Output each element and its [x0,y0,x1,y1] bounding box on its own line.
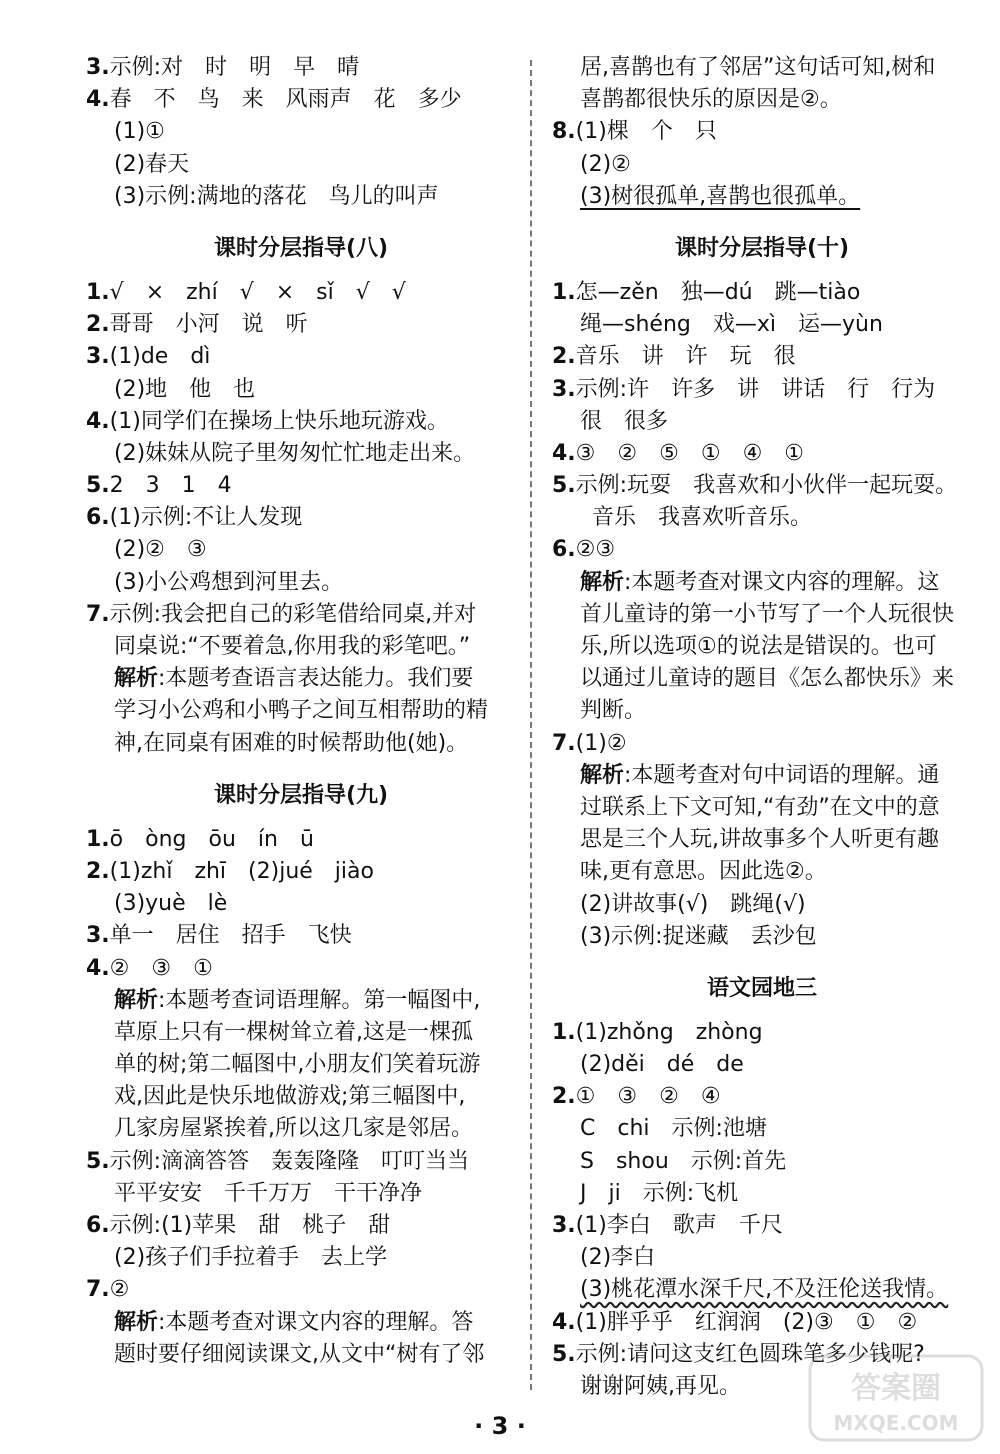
answer-text: 神,在同桌有困难的时候帮助他(她)。 [114,730,469,756]
answer-line [552,695,972,727]
answer-text: (1)① [114,119,165,145]
answer-line [552,599,972,631]
answer-line [552,116,972,148]
section-heading: 课时分层指导(十) [674,235,850,261]
answer-text: (1)zhǐ zhī (2)jué jiào [109,858,374,884]
question-number: 3. [552,1213,576,1238]
answer-line [552,728,972,760]
answer-text: 示例:许 许多 讲 讲话 行 行为 [575,376,936,402]
answer-line [86,1307,516,1339]
answer-text: (3)小公鸡想到河里去。 [114,569,344,595]
answer-text: (1)棵 个 只 [575,119,717,145]
answer-line [552,567,972,599]
answer-text: 示例:请问这支红色圆珠笔多少钱呢? [575,1341,925,1367]
question-number: 4. [552,1309,576,1335]
question-number: 6. [86,1213,110,1238]
answer-text: 示例:对 时 明 早 晴 [109,55,360,80]
answer-text: (2)妹妹从院子里匆匆忙忙地走出来。 [114,440,476,466]
answer-text: ②③ [575,537,616,563]
answer-line [552,1274,972,1306]
answer-text: ② ③ ① [109,955,213,981]
answer-line [86,1017,516,1049]
answer-line [86,1178,516,1210]
question-number: 5. [552,1341,576,1367]
section-heading: 语文园地三 [706,975,817,1001]
answer-text: 思是三个人玩,讲故事多个人听更有趣 [580,827,939,853]
answer-text: 音乐 我喜欢听音乐。 [592,505,813,531]
answer-text: (1)李白 歌声 千尺 [575,1213,783,1238]
question-number: 7. [86,601,110,627]
answer-text: (2)② [580,151,631,177]
question-number: 7. [86,1277,110,1303]
answer-text: 示例:滴滴答答 轰轰隆隆 叮叮当当 [109,1148,470,1174]
answer-line [552,1178,972,1210]
answer-line [552,374,972,406]
question-number: 4. [86,408,110,434]
answer-line [86,663,516,695]
answer-text: (2)李白 [580,1245,656,1271]
answer-text: (3)示例:捉迷藏 丢沙包 [580,923,817,949]
answer-text: :本题考查语言表达能力。我们要 [158,666,474,692]
answer-text: :本题考查对课文内容的理解。这 [624,569,940,595]
answer-line [552,1113,972,1145]
question-number: 1. [86,279,110,305]
answer-line [552,502,972,534]
answer-line [86,695,516,727]
answer-line [86,534,516,566]
question-number: 2. [552,344,576,370]
question-number: 6. [552,537,576,563]
answer-line [86,309,516,341]
answer-text: ō òng ōu ín ū [109,826,314,852]
answer-line [552,1210,972,1242]
answer-line [86,1113,516,1145]
answer-text: 怎—zěn 独—dú 跳—tiào [575,279,861,305]
answer-line [552,1146,972,1178]
answer-line [86,406,516,438]
question-number: 5. [552,473,576,499]
answer-text: 判断。 [580,698,647,724]
answer-text: 首儿童诗的第一小节写了一个人玩很快 [580,601,955,627]
answer-text: 音乐 讲 许 玩 很 [575,344,796,370]
question-number: 5. [86,473,110,499]
answer-text: 绳—shéng 戏—xì 运—yùn [580,312,883,338]
answer-line [86,728,516,760]
answer-line [86,1049,516,1081]
answer-text: (3)桃花潭水深千尺,不及汪伦送我情。 [580,1277,949,1303]
analysis-label: 解析 [580,762,625,788]
answer-line [552,470,972,502]
answer-line [86,277,516,309]
question-number: 1. [86,826,110,852]
answer-line [86,1146,516,1178]
answer-line [86,470,516,502]
answer-text: 味,更有意思。因此选②。 [580,859,827,885]
answer-text: :本题考查对课文内容的理解。答 [158,1309,474,1335]
answer-text: 哥哥 小河 说 听 [109,312,308,338]
answer-line [86,84,516,116]
answer-line [86,631,516,663]
answer-line [552,309,972,341]
watermark-logo [806,1352,986,1444]
answer-line [552,84,972,116]
answer-line [552,889,972,921]
answer-line [552,760,972,792]
answer-line [86,888,516,920]
answer-line [86,181,516,213]
answer-text: :本题考查对句中词语的理解。通 [624,762,940,788]
answer-text: 示例:(1)苹果 甜 桃子 甜 [109,1213,391,1238]
answer-line [552,181,972,213]
answer-text: J ji 示例:飞机 [580,1180,739,1206]
answer-text: (1)胖乎乎 红润润 (2)③ ① ② [575,1309,918,1335]
answer-text: (2)孩子们手拉着手 去上学 [114,1245,388,1271]
answer-line [552,1017,972,1049]
section-heading: 课时分层指导(八) [213,235,389,261]
answer-line [86,1242,516,1274]
answer-text: 喜鹊都很快乐的原因是②。 [580,87,842,113]
answer-line [86,374,516,406]
answer-text: ③ ② ⑤ ① ④ ① [575,440,805,466]
answer-text: :本题考查词语理解。第一幅图中, [158,987,481,1013]
answer-line [86,1339,516,1371]
answer-line [86,1081,516,1113]
analysis-label: 解析 [114,1309,159,1335]
answer-text: (2)讲故事(√) 跳绳(√) [580,891,806,917]
answer-line [552,341,972,373]
answer-line [552,1307,972,1339]
question-number: 2. [86,312,110,338]
answer-text: 示例:玩耍 我喜欢和小伙伴一起玩耍。 [575,473,958,499]
answer-line [86,116,516,148]
answer-text: 乐,所以选项①的说法是错误的。也可 [580,634,937,659]
answer-text: (1)同学们在操场上快乐地玩游戏。 [109,408,449,434]
answer-line [552,631,972,663]
answer-text: √ × zhí √ × sǐ √ √ [109,279,406,305]
answer-text: ② [109,1277,130,1303]
svg-text:答案圈: 答案圈 [851,1371,941,1406]
question-number: 3. [552,376,576,402]
answer-line [86,341,516,373]
answer-line [552,1242,972,1274]
answer-text: (1)示例:不让人发现 [109,505,303,531]
answer-text: 几家房屋紧挨着,所以这几家是邻居。 [114,1116,473,1142]
answer-text: (2)春天 [114,151,190,177]
question-number: 6. [86,505,110,531]
question-number: 2. [86,858,110,884]
answer-text: 草原上只有一棵树耸立着,这是一棵孤 [114,1019,473,1045]
answer-text: (2)děi dé de [580,1052,744,1078]
answer-line [552,1049,972,1081]
answer-text: (2)地 他 也 [114,376,256,402]
answer-text: (1)de dì [109,344,211,370]
answer-text: 谢谢阿姨,再见。 [580,1373,741,1399]
answer-line [86,824,516,856]
answer-line [86,502,516,534]
answer-line [552,277,972,309]
answer-line [86,52,516,84]
right-column [552,52,972,1403]
answer-line [552,856,972,888]
question-number: 7. [552,730,576,756]
answer-text: 同桌说:“不要着急,你用我的彩笔吧。” [114,634,471,659]
answer-text: 学习小公鸡和小鸭子之间互相帮助的精 [114,698,489,724]
analysis-label: 解析 [580,569,625,595]
answer-text: 单一 居住 招手 飞快 [109,923,352,949]
answer-line [552,792,972,824]
answer-text: (1)② [575,730,627,756]
question-number: 3. [86,344,110,370]
page-number: · 3 · [474,1412,526,1440]
answer-text: 平平安安 千千万万 干干净净 [114,1180,423,1206]
answer-text: 过联系上下文可知,“有劲”在文中的意 [580,794,940,820]
answer-line [86,567,516,599]
column-divider [530,60,532,1390]
section-heading: 课时分层指导(九) [213,782,389,808]
answer-text: (3)yuè lè [114,891,228,917]
analysis-label: 解析 [114,666,159,692]
answer-line [86,1274,516,1306]
left-column [86,52,516,1371]
answer-text: 以通过儿童诗的题目《怎么都快乐》来 [580,666,955,692]
answer-text: (3)示例:满地的落花 鸟儿的叫声 [114,183,439,209]
answer-text: 示例:我会把自己的彩笔借给同桌,并对 [109,601,477,627]
answer-line [86,856,516,888]
question-number: 5. [86,1148,110,1174]
answer-line [86,985,516,1017]
answer-text: (1)zhǒng zhòng [575,1019,763,1045]
answer-text: ① ③ ② ④ [575,1084,721,1110]
question-number: 4. [552,440,576,466]
answer-line [552,921,972,953]
question-number: 4. [86,955,110,981]
answer-text: 题时要仔细阅读课文,从文中“树有了邻 [114,1341,485,1367]
answer-line [552,1081,972,1113]
answer-line [552,406,972,438]
answer-text: 很 很多 [580,408,669,434]
answer-line [552,824,972,856]
answer-line [552,663,972,695]
answer-line [552,52,972,84]
answer-line [86,953,516,985]
question-number: 1. [552,279,576,305]
answer-line [86,1210,516,1242]
analysis-label: 解析 [114,987,159,1013]
answer-line [86,438,516,470]
answer-text: 2 3 1 4 [109,473,232,499]
answer-line [86,920,516,952]
question-number: 1. [552,1019,576,1045]
answer-text: (2)② ③ [114,537,207,563]
svg-text:MXQE.COM: MXQE.COM [833,1411,959,1435]
answer-line [552,149,972,181]
question-number: 2. [552,1084,576,1110]
answer-line [552,534,972,566]
answer-text: 戏,因此是快乐地做游戏;第三幅图中, [114,1084,466,1110]
question-number: 3. [86,923,110,949]
question-number: 4. [86,87,110,113]
answer-text: S shou 示例:首先 [580,1148,787,1174]
question-number: 8. [552,119,576,145]
answer-text: 春 不 鸟 来 风雨声 花 多少 [109,87,462,113]
answer-line [86,599,516,631]
answer-text: 居,喜鹊也有了邻居”这句话可知,树和 [580,55,936,80]
answer-text: (3)树很孤单,喜鹊也很孤单。 [580,183,861,209]
answer-line [552,438,972,470]
answer-text: C chi 示例:池塘 [580,1116,767,1142]
answer-line [86,149,516,181]
answer-text: 单的树;第二幅图中,小朋友们笑着玩游 [114,1052,481,1078]
question-number: 3. [86,55,110,80]
